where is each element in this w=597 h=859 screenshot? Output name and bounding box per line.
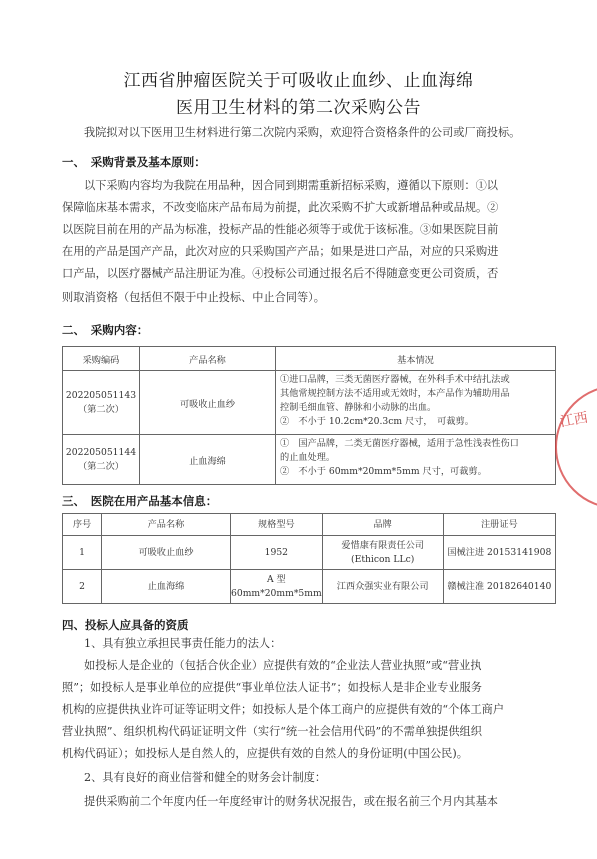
description-line: ①进口品牌，三类无菌医疗器械，在外科手术中结扎法或	[280, 374, 510, 385]
section4-line: 机构的应提供执业许可证等证明文件；如投标人是个体工商户的应提供有效的“个体工商户	[62, 703, 505, 716]
section4-line: 营业执照”、组织机构代码证证明文件（实行“统一社会信用代码”的不需单独提供组织	[62, 725, 482, 738]
column-header-product-name: 产品名称	[102, 514, 231, 536]
product-name-cell: 可吸收止血纱	[102, 536, 231, 570]
brand-cell	[322, 536, 443, 570]
spec-type: A 型	[266, 573, 286, 585]
section3-heading: 三、 医院在用产品基本信息：	[62, 494, 218, 508]
in-use-products-table	[62, 513, 556, 604]
stamp-text: 江西	[558, 409, 590, 431]
product-name-cell: 止血海绵	[102, 570, 231, 604]
section4-item2: 2、具有良好的商业信誉和健全的财务会计制度：	[84, 771, 327, 784]
description-line: ② 不小于 10.2cm*20.3cm 尺寸， 可裁剪。	[280, 416, 474, 427]
table-row	[63, 371, 556, 435]
description-line: ② 不小于 60mm*20mm*5mm 尺寸，可裁剪。	[280, 466, 487, 477]
section4-line: 提供采购前二个年度内任一年度经审计的财务状况报告，或在报名前三个月内其基本	[84, 795, 498, 808]
procurement-table	[62, 346, 556, 485]
table-row	[63, 570, 556, 604]
section4-item1: 1、具有独立承担民事责任能力的法人：	[84, 637, 282, 650]
procurement-code: 202205051143	[65, 390, 137, 401]
product-name-cell: 可吸收止血纱	[140, 371, 276, 435]
description-line: 其他常规控制方法不适用或无效时，本产品作为辅助用品	[280, 388, 510, 399]
table-row	[63, 536, 556, 570]
description-line: ① 国产品牌，二类无菌医疗器械，适用于急性浅表性伤口	[280, 438, 519, 449]
procurement-code-cell	[63, 435, 140, 485]
procurement-round: （第二次）	[78, 404, 124, 415]
description-cell	[276, 435, 556, 485]
description-line: 控制毛细血管、静脉和小动脉的出血。	[280, 402, 437, 413]
brand-name-en: (Ethicon LLc)	[351, 553, 415, 565]
section4-line: 照”；如投标人是事业单位的应提供“事业单位法人证书”；如投标人是非企业专业服务	[62, 681, 482, 694]
table-row	[63, 435, 556, 485]
column-header-registration: 注册证号	[443, 514, 555, 536]
section1-line: 在用的产品是国产产品，此次对应的只采购国产产品；如果是进口产品，对应的只采购进	[62, 245, 499, 258]
spec-cell	[231, 570, 323, 604]
procurement-round: （第二次）	[78, 461, 124, 472]
document-title-line1: 江西省肿瘤医院关于可吸收止血纱、止血海绵	[123, 71, 474, 91]
section2-heading: 二、 采购内容：	[62, 323, 149, 337]
table-header-row	[63, 347, 556, 371]
spec-cell: 1952	[231, 536, 323, 570]
section4-line: 如投标人是企业的（包括合伙企业）应提供有效的“企业法人营业执照”或“营业执	[84, 659, 482, 672]
description-cell	[276, 371, 556, 435]
official-stamp	[555, 385, 597, 509]
registration-cell: 赣械注准 20182640140	[443, 570, 555, 604]
column-header-code: 采购编码	[63, 347, 140, 371]
brand-name: 爱惜康有限责任公司	[341, 539, 425, 551]
row-number: 2	[63, 570, 102, 604]
intro-paragraph: 我院拟对以下医用卫生材料进行第二次院内采购，欢迎符合资格条件的公司或厂商投标。	[84, 126, 521, 139]
product-name-cell: 止血海绵	[140, 435, 276, 485]
section4-heading: 四、投标人应具备的资质	[62, 618, 189, 632]
column-header-spec: 规格型号	[231, 514, 323, 536]
brand-cell: 江西众强实业有限公司	[322, 570, 443, 604]
section1-line: 口产品，以医疗器械产品注册证为准。④投标公司通过报名后不得随意变更公司资质，否	[62, 267, 499, 280]
description-line: 的止血处理。	[280, 452, 336, 463]
section1-line: 则取消资格（包括但不限于中止投标、中止合同等）。	[62, 291, 325, 304]
section1-line: 以下采购内容均为我院在用品种，因合同到期需重新招标采购，遵循以下原则：①以	[84, 179, 498, 192]
column-header-brand: 品牌	[322, 514, 443, 536]
registration-cell: 国械注进 20153141908	[443, 536, 555, 570]
procurement-code: 202205051144	[65, 447, 137, 458]
table-header-row	[63, 514, 556, 536]
section4-line: 机构代码证）；如投标人是自然人的，应提供有效的自然人的身份证明(中国公民)。	[62, 747, 468, 760]
procurement-code-cell	[63, 371, 140, 435]
column-header-number: 序号	[63, 514, 102, 536]
column-header-product-name: 产品名称	[140, 347, 276, 371]
spec-size: 60mm*20mm*5mm	[231, 587, 322, 599]
section1-line: 以医院目前在用的产品为标准，投标产品的性能必须等于或优于该标准。③如果医院目前	[62, 223, 499, 236]
section1-heading: 一、 采购背景及基本原则：	[62, 155, 206, 169]
column-header-description: 基本情况	[276, 347, 556, 371]
row-number: 1	[63, 536, 102, 570]
document-title-line2: 医用卫生材料的第二次采购公告	[176, 98, 421, 118]
section1-line: 保障临床基本需求，不改变临床产品布局为前提，此次采购不扩大或新增品种或品规。②	[62, 201, 499, 214]
